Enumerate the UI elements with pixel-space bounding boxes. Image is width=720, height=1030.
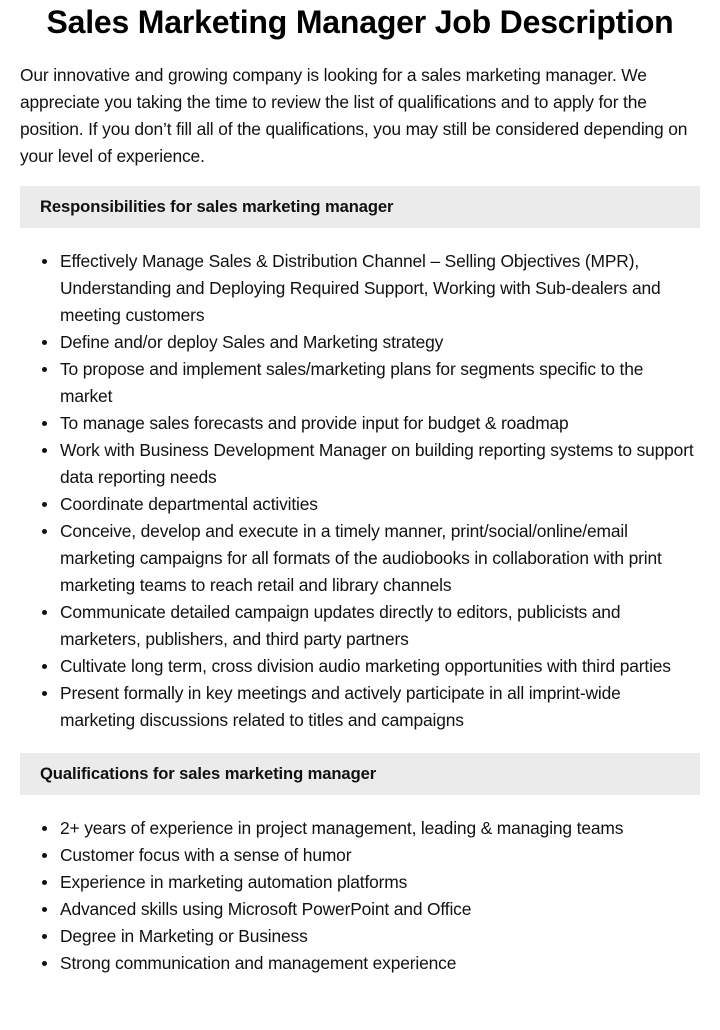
- list-item: Degree in Marketing or Business: [20, 923, 700, 950]
- bullet-icon: [42, 340, 47, 345]
- list-item: Effectively Manage Sales & Distribution Channel – Selling Objectives (MPR), Understanding and Deploying Required Support, Working with Sub-dealers and meeting customers: [20, 248, 700, 329]
- qualifications-heading-text: Qualifications for sales marketing manager: [40, 764, 377, 783]
- bullet-icon: [42, 421, 47, 426]
- list-item: To manage sales forecasts and provide input for budget & roadmap: [20, 410, 700, 437]
- responsibilities-list: [20, 248, 700, 734]
- bullet-icon: [42, 367, 47, 372]
- list-item: To propose and implement sales/marketing plans for segments specific to the market: [20, 356, 700, 410]
- bullet-icon: [42, 826, 47, 831]
- qualifications-heading: [20, 753, 700, 795]
- bullet-icon: [42, 448, 47, 453]
- bullet-icon: [42, 664, 47, 669]
- list-item: Communicate detailed campaign updates directly to editors, publicists and marketers, publishers, and third party partners: [20, 599, 700, 653]
- page-title: Sales Marketing Manager Job Description: [46, 4, 674, 40]
- bullet-icon: [42, 259, 47, 264]
- responsibilities-heading-text: Responsibilities for sales marketing manager: [40, 197, 394, 216]
- bullet-icon: [42, 880, 47, 885]
- bullet-icon: [42, 961, 47, 966]
- list-item: Strong communication and management experience: [20, 950, 700, 977]
- bullet-icon: [42, 502, 47, 507]
- bullet-icon: [42, 691, 47, 696]
- bullet-icon: [42, 853, 47, 858]
- intro-paragraph: Our innovative and growing company is looking for a sales marketing manager. We appreciate you taking the time to review the list of qualifications and to apply for the position. If you don’t fill all of the qualifications, you may still be considered depending on your level of experience.: [20, 65, 688, 166]
- list-item: Define and/or deploy Sales and Marketing strategy: [20, 329, 700, 356]
- list-item: 2+ years of experience in project management, leading & managing teams: [20, 815, 700, 842]
- list-item: Cultivate long term, cross division audio marketing opportunities with third parties: [20, 653, 700, 680]
- list-item: Advanced skills using Microsoft PowerPoint and Office: [20, 896, 700, 923]
- responsibilities-heading: [20, 186, 700, 228]
- list-item: Coordinate departmental activities: [20, 491, 700, 518]
- qualifications-list: [20, 815, 700, 977]
- list-item: Experience in marketing automation platforms: [20, 869, 700, 896]
- bullet-icon: [42, 529, 47, 534]
- list-item: Conceive, develop and execute in a timely manner, print/social/online/email marketing campaigns for all formats of the audiobooks in collaboration with print marketing teams to reach retail and library channels: [20, 518, 700, 599]
- bullet-icon: [42, 934, 47, 939]
- bullet-icon: [42, 610, 47, 615]
- list-item: Work with Business Development Manager on building reporting systems to support data reporting needs: [20, 437, 700, 491]
- list-item: Customer focus with a sense of humor: [20, 842, 700, 869]
- bullet-icon: [42, 907, 47, 912]
- list-item: Present formally in key meetings and actively participate in all imprint-wide marketing discussions related to titles and campaigns: [20, 680, 700, 734]
